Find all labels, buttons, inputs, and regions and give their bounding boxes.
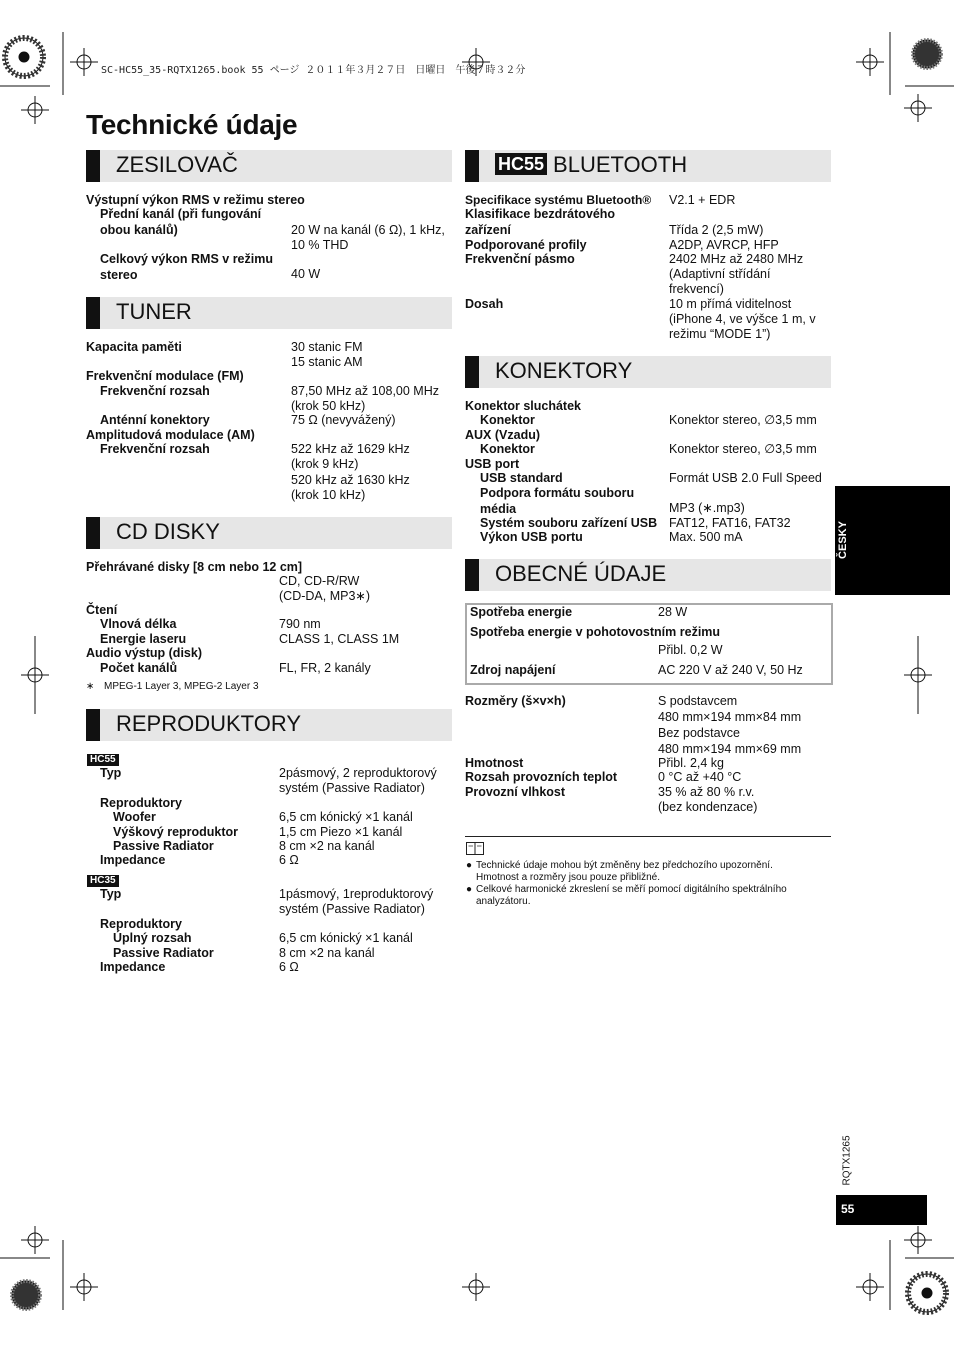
kon-label-4: USB port <box>465 457 520 471</box>
section-title: ZESILOVAČ <box>116 152 238 177</box>
tuner-value-8: (krok 9 kHz) <box>291 457 359 471</box>
tuner-value-7: 522 kHz až 1629 kHz <box>291 442 410 456</box>
section-title: KONEKTORY <box>495 358 633 383</box>
obecne-box-label-0: Spotřeba energie <box>470 605 573 619</box>
obecne-value-6: 35 % až 80 % r.v. <box>658 785 755 799</box>
tuner-value-5: 75 Ω (nevyvážený) <box>291 413 396 427</box>
zesilovac-label-0: Výstupní výkon RMS v režimu stereo <box>86 193 305 207</box>
model-tag-hc55: HC55 <box>87 754 119 766</box>
note-item-3: analyzátoru. <box>476 896 531 907</box>
section-title: TUNER <box>116 299 192 324</box>
tuner-value-0: 30 stanic FM <box>291 340 363 354</box>
cd-value-5: CLASS 1, CLASS 1M <box>279 632 400 646</box>
section-title-text: BLUETOOTH <box>553 152 688 177</box>
section-bar <box>86 517 100 549</box>
tuner-label-6: Amplitudová modulace (AM) <box>86 428 255 442</box>
repro55-value-0: 2pásmový, 2 reproduktorový <box>279 766 437 780</box>
obecne-label-5: Rozsah provozních teplot <box>465 770 618 784</box>
corner-target-bottom-right <box>908 1274 946 1312</box>
section-title: REPRODUKTORY <box>116 711 302 736</box>
repro35-label-0: Typ <box>100 887 122 901</box>
note-item-2: Celkové harmonické zkreslení se měří pomocí digitálního spektrálního <box>476 884 787 895</box>
obecne-value-4: Přibl. 2,4 kg <box>658 756 725 770</box>
cd-label-4: Vlnová délka <box>100 617 177 631</box>
doc-code: RQTX1265 <box>841 1135 853 1186</box>
bt-value-9: režimu “MODE 1”) <box>669 327 771 341</box>
bt-value-6: frekvencí) <box>669 282 724 296</box>
zesilovac-value-3: 10 % THD <box>291 238 349 252</box>
obecne-value-7: (bez kondenzace) <box>658 800 758 814</box>
section-header-bluetooth <box>465 150 831 182</box>
tuner-label-7: Frekvenční rozsah <box>100 442 210 456</box>
repro55-label-2: Reproduktory <box>100 796 182 810</box>
obecne-box-label-1: Spotřeba energie v pohotovostním režimu <box>470 625 721 639</box>
tuner-label-5: Anténní konektory <box>100 413 210 427</box>
corner-target-top-left <box>5 38 43 76</box>
obecne-value-5: 0 °C až +40 °C <box>658 770 742 784</box>
zesilovac-value-5: 40 W <box>291 267 321 281</box>
bt-label-1: Klasifikace bezdrátového <box>465 207 616 221</box>
obecne-box-value-2: Přibl. 0,2 W <box>658 643 723 657</box>
language-label: ČESKY <box>837 521 849 559</box>
repro55-value-4: 1,5 cm Piezo ×1 kanál <box>279 825 403 839</box>
kon-label-5: USB standard <box>480 471 563 485</box>
zesilovac-label-5: stereo <box>100 268 138 282</box>
bt-label-3: Podporované profily <box>465 238 587 252</box>
obecne-value-2: Bez podstavce <box>658 726 740 740</box>
bt-label-2: zařízení <box>465 223 511 237</box>
obecne-label-0: Rozměry (š×v×h) <box>465 694 566 708</box>
repro55-value-1: systém (Passive Radiator) <box>279 781 425 795</box>
repro55-value-5: 8 cm ×2 na kanál <box>279 839 375 853</box>
obecne-value-3: 480 mm×194 mm×69 mm <box>658 742 802 756</box>
crosshair-top-right <box>856 48 884 76</box>
crosshair-bottom-left <box>70 1273 98 1301</box>
repro35-value-3: 6,5 cm kónický ×1 kanál <box>279 931 413 945</box>
notes-rule <box>465 836 831 837</box>
repro35-value-4: 8 cm ×2 na kanál <box>279 946 375 960</box>
corner-target-top-right <box>913 40 941 68</box>
section-bar <box>86 150 100 182</box>
kon-value-8: FAT12, FAT16, FAT32 <box>669 516 791 530</box>
model-badge-hc55: HC55 <box>495 153 547 175</box>
corner-target-bottom-left <box>12 1281 40 1309</box>
obecne-label-4: Hmotnost <box>465 756 524 770</box>
obecne-box-value-0: 28 W <box>658 605 688 619</box>
print-header-line: SC-HC55_35-RQTX1265.book 55 ページ ２０１１年３月２７日 日曜日 午後７時３２分 <box>101 65 526 76</box>
kon-value-5: Formát USB 2.0 Full Speed <box>669 471 822 485</box>
repro35-value-1: systém (Passive Radiator) <box>279 902 425 916</box>
note-item-1: Hmotnost a rozměry jsou pouze přibližné. <box>476 872 660 883</box>
obecne-box-value-3: AC 220 V až 240 V, 50 Hz <box>658 663 803 677</box>
kon-label-6: Podpora formátu souboru <box>480 486 635 500</box>
crosshair-top-left <box>70 48 98 76</box>
section-bar <box>86 709 100 741</box>
section-title: CD DISKY <box>116 519 220 544</box>
cd-footnote: MPEG-1 Layer 3, MPEG-2 Layer 3 <box>104 681 259 692</box>
obecne-box-label-3: Zdroj napájení <box>470 663 556 677</box>
kon-label-8: Systém souboru zařízení USB <box>480 516 658 530</box>
tuner-label-0: Kapacita paměti <box>86 340 182 354</box>
kon-value-3: Konektor stereo, ∅3,5 mm <box>669 442 817 456</box>
crosshair-bottom-right <box>856 1273 884 1301</box>
zesilovac-value-2: 20 W na kanál (6 Ω), 1 kHz, <box>291 223 445 237</box>
section-header-cd <box>86 517 452 549</box>
tuner-label-3: Frekvenční rozsah <box>100 384 210 398</box>
crosshair-right-lower <box>904 1226 932 1254</box>
bt-value-2: Třída 2 (2,5 mW) <box>669 223 764 237</box>
tuner-value-3: 87,50 MHz až 108,00 MHz <box>291 384 439 398</box>
section-header-obecne <box>465 559 831 591</box>
cd-label-6: Audio výstup (disk) <box>86 646 202 660</box>
zesilovac-label-1: Přední kanál (při fungování <box>100 207 262 221</box>
tuner-value-4: (krok 50 kHz) <box>291 399 366 413</box>
repro35-value-0: 1pásmový, 1reproduktorový <box>279 887 434 901</box>
bt-value-4: 2402 MHz až 2480 MHz <box>669 252 804 266</box>
section-header-tuner <box>86 297 452 329</box>
crosshair-left-upper <box>21 96 49 124</box>
section-title <box>495 150 687 180</box>
zesilovac-label-4: Celkový výkon RMS v režimu <box>100 252 273 266</box>
page-title: Technické údaje <box>86 109 298 140</box>
obecne-value-1: 480 mm×194 mm×84 mm <box>658 710 802 724</box>
section-bar <box>86 297 100 329</box>
repro35-value-5: 6 Ω <box>279 960 299 974</box>
note-bullet: ● <box>466 884 473 895</box>
kon-label-2: AUX (Vzadu) <box>465 428 540 442</box>
bt-label-7: Dosah <box>465 297 504 311</box>
cd-value-4: 790 nm <box>279 617 321 631</box>
model-tag-hc35: HC35 <box>87 875 119 887</box>
section-header-reproduktory <box>86 709 452 741</box>
tuner-value-9: 520 kHz až 1630 kHz <box>291 473 410 487</box>
bt-value-8: (iPhone 4, ve výšce 1 m, v <box>669 312 816 326</box>
repro55-value-6: 6 Ω <box>279 853 299 867</box>
repro55-label-5: Passive Radiator <box>113 839 214 853</box>
cd-label-5: Energie laseru <box>100 632 187 646</box>
cd-value-7: FL, FR, 2 kanály <box>279 661 371 675</box>
cd-value-2: (CD-DA, MP3∗) <box>279 589 371 603</box>
section-bar <box>465 150 479 182</box>
kon-value-1: Konektor stereo, ∅3,5 mm <box>669 413 817 427</box>
tuner-label-2: Frekvenční modulace (FM) <box>86 369 244 383</box>
bt-value-0: V2.1 + EDR <box>669 193 736 207</box>
repro55-label-6: Impedance <box>100 853 166 867</box>
crosshair-left-lower <box>21 1226 49 1254</box>
obecne-label-6: Provozní vlhkost <box>465 785 566 799</box>
repro55-value-3: 6,5 cm kónický ×1 kanál <box>279 810 413 824</box>
note-item-0: Technické údaje mohou být změněny bez předchozího upozornění. <box>476 860 773 871</box>
crosshair-left-middle <box>21 636 49 714</box>
kon-label-1: Konektor <box>480 413 535 427</box>
cd-label-7: Počet kanálů <box>100 661 178 675</box>
tuner-value-10: (krok 10 kHz) <box>291 488 366 502</box>
section-bar <box>465 356 479 388</box>
cd-label-3: Čtení <box>86 603 118 617</box>
section-header-zesilovac <box>86 150 452 182</box>
kon-label-0: Konektor sluchátek <box>465 399 582 413</box>
repro55-label-0: Typ <box>100 766 122 780</box>
kon-label-3: Konektor <box>480 442 535 456</box>
bt-label-0: Specifikace systému Bluetooth® <box>465 193 652 207</box>
bt-value-7: 10 m přímá viditelnost <box>669 297 792 311</box>
page-number-box <box>836 1195 927 1225</box>
bt-label-4: Frekvenční pásmo <box>465 252 575 266</box>
crosshair-right-upper <box>904 94 932 122</box>
repro55-label-4: Výškový reproduktor <box>113 825 239 839</box>
obecne-value-0: S podstavcem <box>658 694 738 708</box>
book-note-icon <box>466 842 484 855</box>
bt-value-5: (Adaptivní střídání <box>669 267 771 281</box>
kon-label-7: média <box>480 502 517 516</box>
section-header-konektory <box>465 356 831 388</box>
page-number: 55 <box>841 1202 855 1216</box>
repro35-label-2: Reproduktory <box>100 917 182 931</box>
repro35-label-4: Passive Radiator <box>113 946 214 960</box>
cd-footnote-mark: ∗ <box>86 681 95 692</box>
kon-value-7: MP3 (∗.mp3) <box>669 501 745 515</box>
crosshair-right-middle <box>904 636 932 714</box>
zesilovac-label-2: obou kanálů) <box>100 223 178 237</box>
kon-value-9: Max. 500 mA <box>669 530 743 544</box>
repro35-label-5: Impedance <box>100 960 166 974</box>
bt-value-3: A2DP, AVRCP, HFP <box>669 238 779 252</box>
repro55-label-3: Woofer <box>113 810 156 824</box>
language-side-tab <box>835 486 950 595</box>
cd-value-1: CD, CD-R/RW <box>279 574 360 588</box>
crosshair-bottom-center <box>462 1273 490 1301</box>
note-bullet: ● <box>466 860 473 871</box>
section-title: OBECNÉ ÚDAJE <box>495 561 667 586</box>
repro35-label-3: Úplný rozsah <box>113 931 192 945</box>
kon-label-9: Výkon USB portu <box>480 530 583 544</box>
tuner-value-1: 15 stanic AM <box>291 355 363 369</box>
cd-label-0: Přehrávané disky [8 cm nebo 12 cm] <box>86 560 303 574</box>
section-bar <box>465 559 479 591</box>
